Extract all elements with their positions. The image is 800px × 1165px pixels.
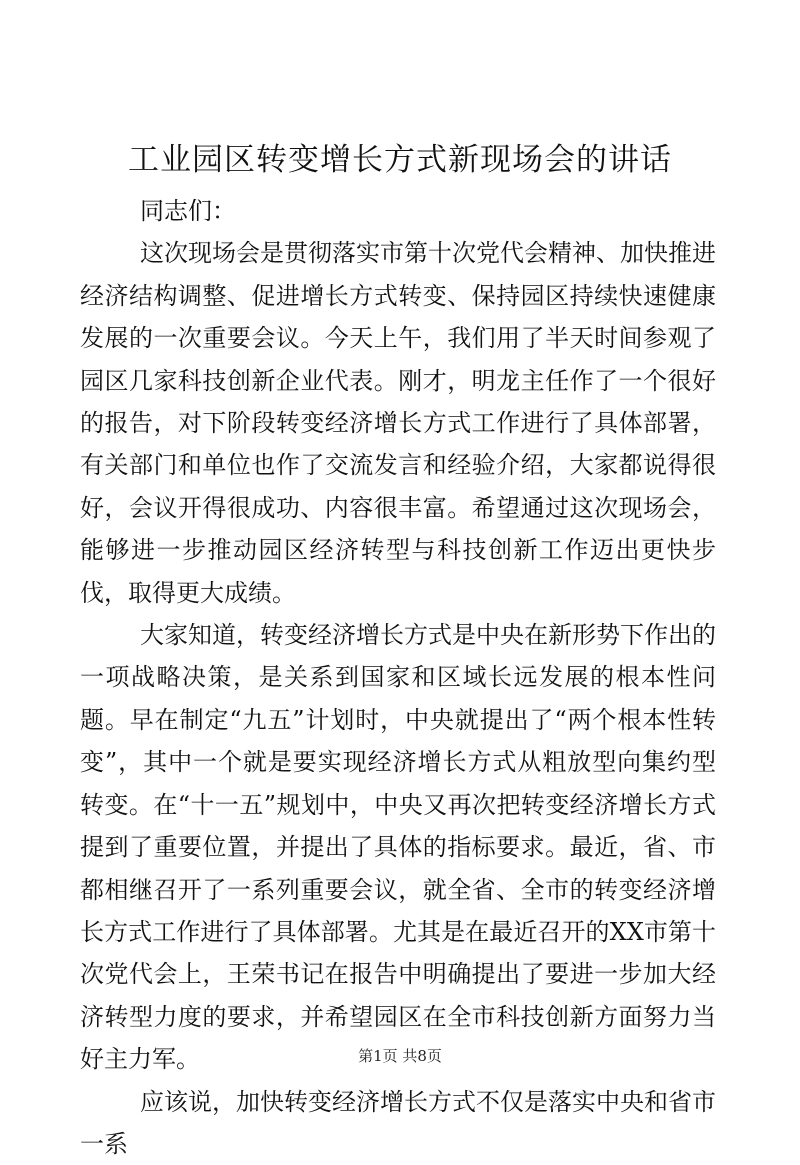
document-title: 工业园区转变增长方式新现场会的讲话: [128, 142, 672, 178]
paragraph-3: 应该说，加快转变经济增长方式不仅是落实中央和省市一系: [80, 1087, 716, 1158]
paragraph-1: 这次现场会是贯彻落实市第十次党代会精神、加快推进经济结构调整、促进增长方式转变、保持园区持续快速健康发展的一次重要会议。今天上午，我们用了半天时间参观了园区几家科技创新企业代表。刚才，明龙主任作了一个很好的报告，对下阶段转变经济增长方式工作进行了具体部署，有关部门和单位也作了交流发言和经验介绍，大家都说得很好，会议开得很成功、内容很丰富。希望通过这次现场会，能够进一步推动园区经济转型与科技创新工作迈出更快步伐，取得更大成绩。: [80, 239, 716, 607]
greeting-line: 同志们：: [140, 197, 236, 225]
document-body: [80, 190, 716, 1165]
page-footer: [0, 1046, 800, 1066]
page-number-label: 第1页 共8页: [358, 1047, 442, 1065]
paragraph-2: 大家知道，转变经济增长方式是中央在新形势下作出的一项战略决策，是关系到国家和区域长远发展的根本性问题。早在制定“九五”计划时，中央就提出了“两个根本性转变”，其中一个就是要实现经济增长方式从粗放型向集约型转变。在“十一五”规划中，中央又再次把转变经济增长方式提到了重要位置，并提出了具体的指标要求。最近，省、市都相继召开了一系列重要会议，就全省、全市的转变经济增长方式工作进行了具体部署。尤其是在最近召开的XX市第十次党代会上，王荣书记在报告中明确提出了要进一步加大经济转型力度的要求，并希望园区在全市科技创新方面努力当好主力军。: [80, 621, 716, 1074]
